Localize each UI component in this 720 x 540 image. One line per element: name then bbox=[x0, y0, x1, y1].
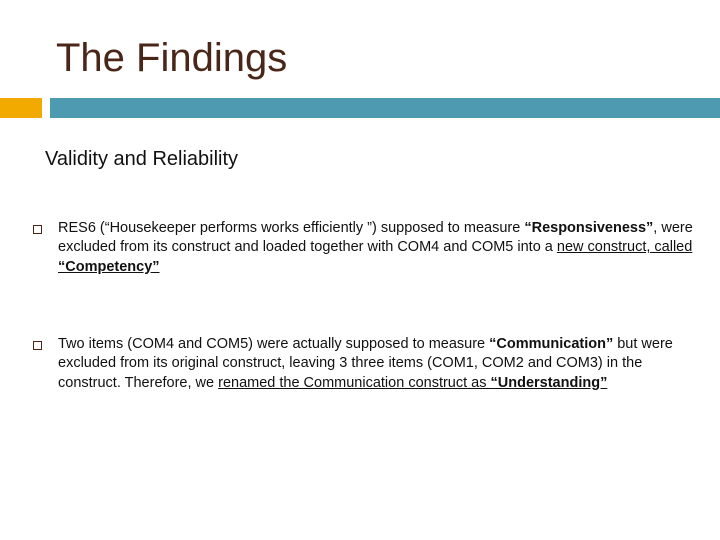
bullet-2-segment-bold-underline bbox=[491, 375, 608, 391]
bullet-1-segment-underline: new construct, called bbox=[556, 239, 693, 256]
bullet-1-segment: , were excluded from its construct and loaded together with COM4 and COM5 into a bbox=[58, 220, 693, 256]
bullet-2-segment-underline: renamed the Communication construct as bbox=[218, 374, 491, 391]
understanding-term: “Understanding” bbox=[490, 374, 608, 391]
bullet-text-2 bbox=[58, 335, 703, 393]
square-bullet-icon bbox=[33, 341, 42, 350]
bullet-1-segment: RES6 (“Housekeeper performs works efficiently ”) supposed to measure bbox=[58, 220, 525, 236]
bullet-2-segment: but were excluded from its original construct, leaving 3 three items (COM1, COM2 and COM3) in the construct. Therefore, we bbox=[58, 336, 673, 391]
bullet-2-segment-bold: “Communication” bbox=[489, 336, 614, 352]
accent-block bbox=[0, 98, 42, 118]
square-bullet-icon bbox=[33, 225, 42, 234]
bullet-text-1 bbox=[58, 219, 703, 277]
bullet-1-segment-bold-underline bbox=[58, 259, 160, 275]
bullet-2-segment: Two items (COM4 and COM5) were actually supposed to measure bbox=[58, 336, 490, 352]
slide-subtitle: Validity and Reliability bbox=[45, 148, 239, 170]
slide-title: The Findings bbox=[56, 36, 288, 80]
competency-term: “Competency” bbox=[58, 258, 160, 275]
title-rule-bar bbox=[50, 98, 720, 118]
bullet-1-segment-bold: “Responsiveness” bbox=[524, 220, 654, 236]
